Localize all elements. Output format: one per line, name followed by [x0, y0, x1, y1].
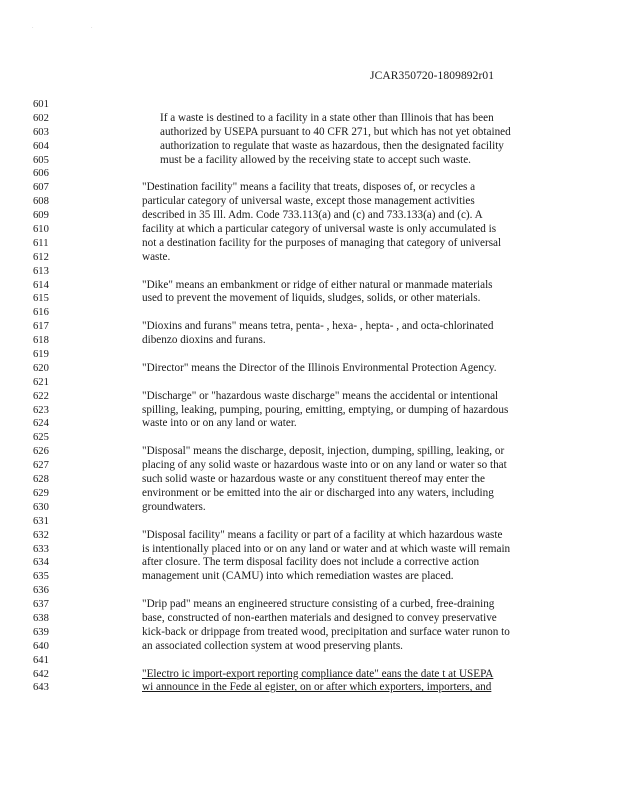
document-line	[0, 376, 618, 390]
document-line	[0, 487, 618, 501]
line-number: 602	[33, 112, 49, 124]
document-line	[0, 362, 618, 376]
line-number: 638	[33, 612, 49, 624]
line-number: 615	[33, 293, 49, 305]
line-number: 631	[33, 515, 49, 527]
line-text: "Dike" means an embankment or ridge of either natural or manmade materials	[142, 278, 493, 291]
document-id: JCAR350720-1809892r01	[370, 70, 495, 82]
line-number: 635	[33, 571, 49, 583]
document-line	[0, 529, 618, 543]
document-line	[0, 404, 618, 418]
document-line	[0, 445, 618, 459]
line-text: particular category of universal waste, except those management activities	[142, 195, 475, 208]
line-number: 608	[33, 196, 49, 208]
document-line	[0, 431, 618, 445]
document-line	[0, 668, 618, 682]
line-number: 605	[33, 154, 49, 166]
line-number: 642	[33, 668, 49, 680]
line-number: 629	[33, 487, 49, 499]
line-number: 604	[33, 140, 49, 152]
line-text: spilling, leaking, pumping, pouring, emitting, emptying, or dumping of hazardous	[142, 403, 509, 416]
line-number: 625	[33, 432, 49, 444]
document-line	[0, 348, 618, 362]
document-line	[0, 154, 618, 168]
document-line	[0, 112, 618, 126]
line-number: 626	[33, 446, 49, 458]
line-number: 630	[33, 501, 49, 513]
document-line	[0, 612, 618, 626]
document-line	[0, 570, 618, 584]
document-line	[0, 417, 618, 431]
line-text: management unit (CAMU) into which remediation wastes are placed.	[142, 570, 454, 583]
document-line	[0, 140, 618, 154]
line-number: 616	[33, 307, 49, 319]
line-number: 624	[33, 418, 49, 430]
line-text: dibenzo dioxins and furans.	[142, 334, 266, 347]
line-text: must be a facility allowed by the receiving state to accept such waste.	[160, 153, 471, 166]
document-line	[0, 459, 618, 473]
document-line	[0, 598, 618, 612]
document-line	[0, 515, 618, 529]
line-text: "Destination facility" means a facility that treats, disposes of, or recycles a	[142, 181, 476, 194]
document-line	[0, 681, 618, 695]
line-number: 619	[33, 349, 49, 361]
document-line	[0, 501, 618, 515]
document-line	[0, 126, 618, 140]
line-number: 628	[33, 474, 49, 486]
line-text: groundwaters.	[142, 500, 206, 513]
line-number: 618	[33, 335, 49, 347]
document-line	[0, 265, 618, 279]
line-text: "Director" means the Director of the Illinois Environmental Protection Agency.	[142, 361, 497, 374]
line-number: 610	[33, 224, 49, 236]
document-line	[0, 334, 618, 348]
line-number: 640	[33, 640, 49, 652]
line-text: authorized by USEPA pursuant to 40 CFR 271, but which has not yet obtained	[160, 125, 511, 138]
document-line	[0, 320, 618, 334]
line-number: 601	[33, 99, 49, 110]
line-text: described in 35 Ill. Adm. Code 733.113(a) and (c) and 733.133(a) and (c). A	[142, 209, 483, 222]
document-line	[0, 543, 618, 557]
line-text: waste.	[142, 250, 171, 263]
document-line	[0, 556, 618, 570]
line-text: placing of any solid waste or hazardous waste into or on any land or water so that	[142, 459, 507, 472]
line-number: 627	[33, 460, 49, 472]
document-line	[0, 292, 618, 306]
document-line	[0, 654, 618, 668]
line-text: waste into or on any land or water.	[142, 417, 297, 430]
line-number: 607	[33, 182, 49, 194]
document-line	[0, 195, 618, 209]
line-text: an associated collection system at wood preserving plants.	[142, 639, 403, 652]
line-number: 613	[33, 265, 49, 277]
line-number: 636	[33, 585, 49, 597]
document-line	[0, 237, 618, 251]
line-number: 641	[33, 654, 49, 666]
line-number: 622	[33, 390, 49, 402]
document-line	[0, 279, 618, 293]
document-line	[0, 167, 618, 181]
line-number: 643	[33, 682, 49, 694]
line-text: "Disposal facility" means a facility or part of a facility at which hazardous waste	[142, 528, 503, 541]
line-text: "Drip pad" means an engineered structure consisting of a curbed, free-draining	[142, 598, 495, 611]
underlined-line-text: wi announce in the Fede al egister, on or after which exporters, importers, and	[142, 681, 492, 694]
line-text: If a waste is destined to a facility in a state other than Illinois that has been	[160, 111, 494, 124]
line-text: base, constructed of non-earthen materials and designed to convey preservative	[142, 611, 497, 624]
line-text: "Dioxins and furans" means tetra, penta- , hexa- , hepta- , and octa-chlorinated	[142, 320, 494, 333]
line-number: 621	[33, 376, 49, 388]
document-line	[0, 251, 618, 265]
line-number: 620	[33, 362, 49, 374]
line-number: 606	[33, 168, 49, 180]
line-text: such solid waste or hazardous waste or any constituent thereof may enter the	[142, 473, 485, 486]
line-number: 633	[33, 543, 49, 555]
line-number: 623	[33, 404, 49, 416]
line-number: 614	[33, 279, 49, 291]
line-text: environment or be emitted into the air or discharged into any waters, including	[142, 486, 494, 499]
document-line	[0, 181, 618, 195]
line-text: after closure. The term disposal facility does not include a corrective action	[142, 556, 480, 569]
line-number: 632	[33, 529, 49, 541]
document-line	[0, 640, 618, 654]
line-number: 612	[33, 251, 49, 263]
document-line	[0, 584, 618, 598]
document-line	[0, 98, 618, 112]
line-text: facility at which a particular category of universal waste is only accumulated is	[142, 223, 497, 236]
line-number: 609	[33, 210, 49, 222]
line-number: 603	[33, 126, 49, 138]
document-line	[0, 390, 618, 404]
underlined-line-text: "Electro ic import-export reporting compliance date" eans the date t at USEPA	[142, 667, 494, 680]
document-line	[0, 306, 618, 320]
line-text: not a destination facility for the purposes of managing that category of universal	[142, 236, 502, 249]
document-line	[0, 626, 618, 640]
line-text: "Discharge" or "hazardous waste discharge" means the accidental or intentional	[142, 389, 499, 402]
numbered-lines	[0, 98, 618, 695]
line-text: authorization to regulate that waste as hazardous, then the designated facility	[160, 139, 504, 152]
line-number: 611	[33, 237, 49, 249]
line-number: 617	[33, 321, 49, 333]
document-line	[0, 473, 618, 487]
line-text: is intentionally placed into or on any land or water and at which waste will remain	[142, 542, 511, 555]
line-text: kick-back or drippage from treated wood, precipitation and surface water runon to	[142, 625, 510, 638]
line-text: "Disposal" means the discharge, deposit, injection, dumping, spilling, leaking, or	[142, 445, 505, 458]
line-number: 634	[33, 557, 49, 569]
line-text: used to prevent the movement of liquids, sludges, solids, or other materials.	[142, 292, 481, 305]
document-line	[0, 223, 618, 237]
line-number: 639	[33, 626, 49, 638]
line-number: 637	[33, 599, 49, 611]
scan-corner-marks: . .	[32, 24, 121, 30]
document-line	[0, 209, 618, 223]
